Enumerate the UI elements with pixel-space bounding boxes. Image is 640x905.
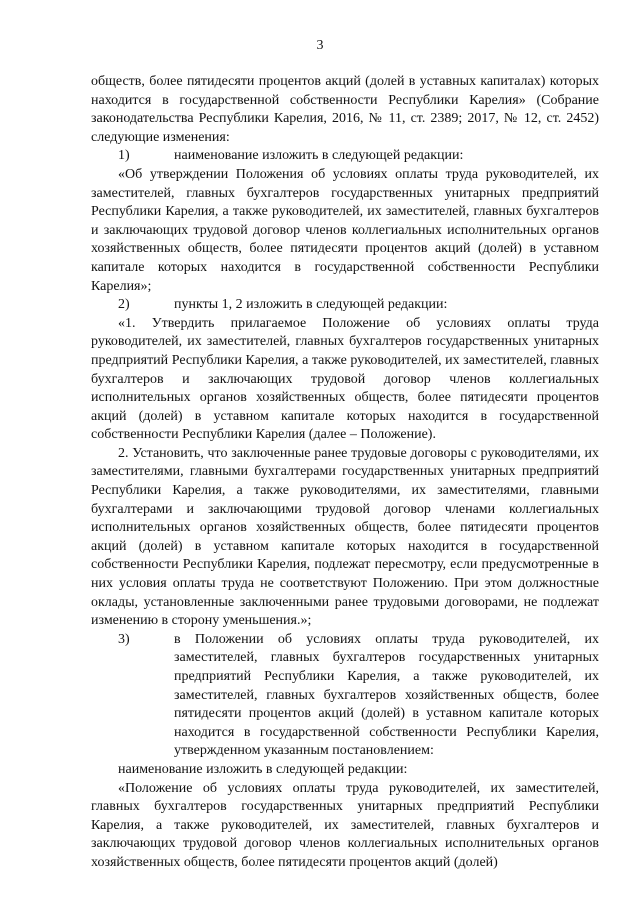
list-item-number: 1) — [118, 148, 130, 164]
list-item — [91, 631, 599, 761]
paragraph: наименование изложить в следующей редакции: — [118, 761, 408, 777]
paragraph: 2. Установить, что заключенные ранее трудовые договоры с руководителями, их заместителями, главными бухгалтерами государственных унитарных предприятий Республики Карелия, а также руководителями, их заместителями, главными бухгалтерами и заключающими трудовой договор членами коллегиальных исполнительных органов хозяйственных обществ, более пятидесяти процентов акций (долей) в уставном капитале которых находится в государственной собственности Республики Карелия, подлежат пересмотру, если предусмотренные в них условия оплаты труда не соответствуют Положению. При этом должностные оклады, установленные заключенными ранее трудовыми договорами, не подлежат изменению в сторону уменьшения.»; — [91, 445, 599, 629]
list-item-number: 2) — [118, 297, 130, 313]
list-item — [91, 296, 599, 315]
list-item-text: наименование изложить в следующей редакции: — [174, 148, 464, 164]
list-item-number: 3) — [118, 631, 130, 647]
list-item-text: пункты 1, 2 изложить в следующей редакции: — [174, 297, 448, 313]
paragraph: «Об утверждении Положения об условиях оплаты труда руководителей, их заместителей, главных бухгалтеров государственных унитарных предприятий Республики Карелия, а также руководителей, их заместителей, главных бухгалтеров и заключающих трудовой договор членов коллегиальных исполнительных органов хозяйственных обществ, более пятидесяти процентов акций (долей) в уставном капитале которых находится в государственной собственности Республики Карелия»; — [91, 166, 599, 294]
document-body — [91, 73, 599, 873]
page-number: 3 — [316, 38, 324, 53]
list-item — [91, 147, 599, 166]
paragraph: «Положение об условиях оплаты труда руководителей, их заместителей, главных бухгалтеров государственных унитарных предприятий Республики Карелия, а также руководителей, их заместителей, главных бухгалтеров и заключающих трудовой договор членов коллегиальных исполнительных органов хозяйственных обществ, более пятидесяти процентов акций (долей) — [91, 780, 599, 870]
paragraph: обществ, более пятидесяти процентов акций (долей в уставных капиталах) которых находится в государственной собственности Республики Карелия» (Собрание законодательства Республики Карелия, 2016, № 11, ст. 2389; 2017, № 12, ст. 2452) следующие изменения: — [91, 74, 599, 145]
list-item-text: в Положении об условиях оплаты труда руководителей, их заместителей, главных бухгалтеров государственных унитарных предприятий Республики Карелия, а также руководителей, их заместителей, главных бухгалтеров хозяйственных обществ, более пятидесяти процентов акций (долей) в уставном капитале которых находится в государственной собственности Республики Карелия, утвержденном указанным постановлением: — [174, 631, 599, 759]
paragraph: «1. Утвердить прилагаемое Положение об условиях оплаты труда руководителей, их заместителей, главных бухгалтеров государственных унитарных предприятий Республики Карелия, а также руководителей, их заместителей, главных бухгалтеров и заключающих трудовой договор членов коллегиальных исполнительных органов хозяйственных обществ, более пятидесяти процентов акций (долей) в уставном капитале которых находится в государственной собственности Республики Карелия (далее – Положение). — [91, 315, 599, 443]
